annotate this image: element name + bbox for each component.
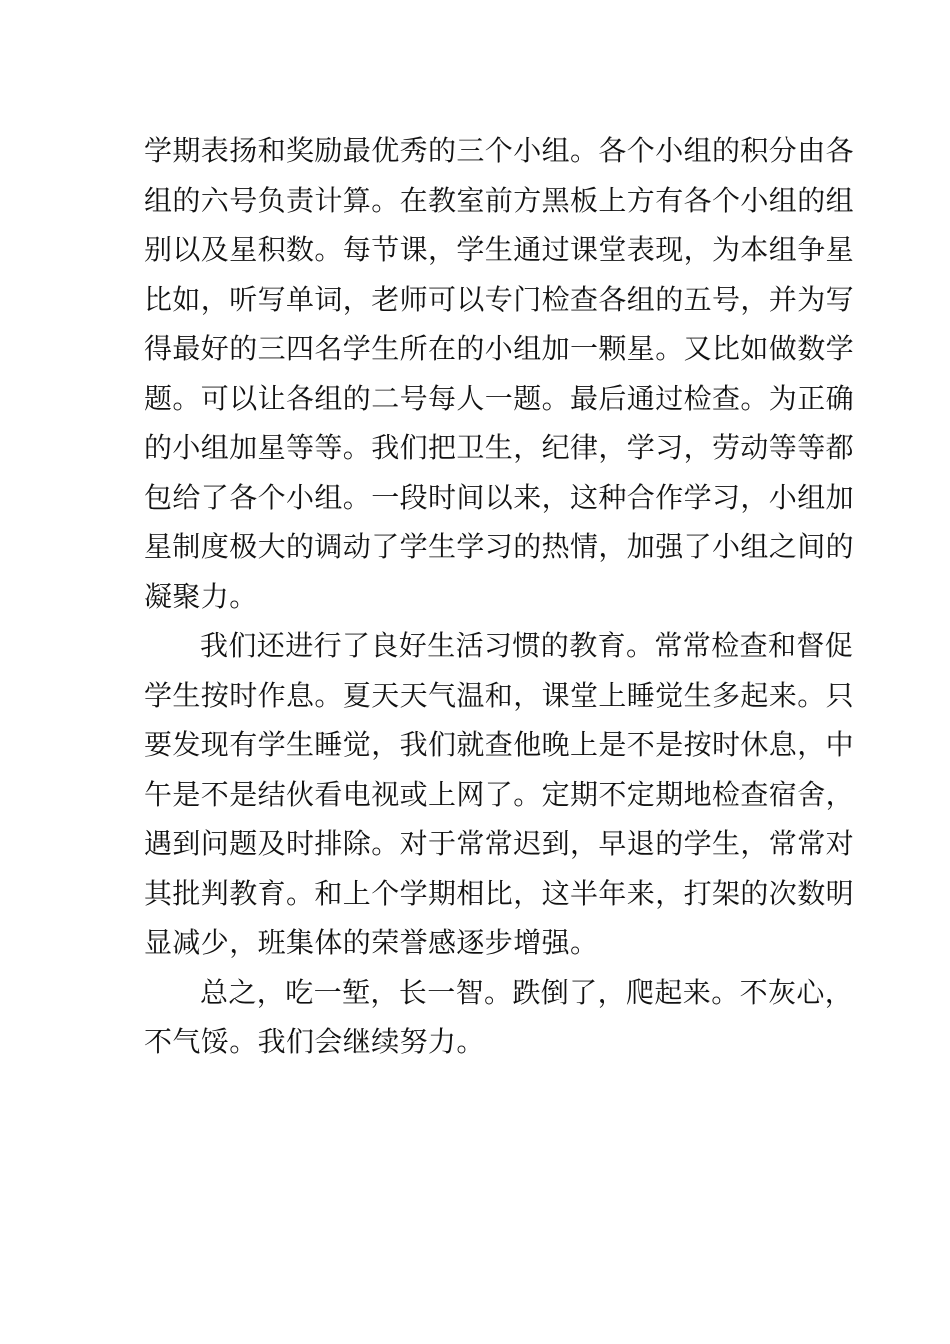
text-line: 组的六号负责计算。在教室前方黑板上方有各个小组的组 — [144, 183, 855, 217]
body-text — [144, 126, 855, 1067]
text-line: 遇到问题及时排除。对于常常迟到，早退的学生，常常对 — [144, 827, 855, 860]
text-line: 午是不是结伙看电视或上网了。定期不定期地检查宿舍， — [144, 777, 855, 811]
text-line: 题。可以让各组的二号每人一题。最后通过检查。为正确 — [144, 381, 855, 415]
text-line: 得最好的三四名学生所在的小组加一颗星。又比如做数学 — [144, 332, 855, 365]
text-line: 其批判教育。和上个学期相比，这半年来，打架的次数明 — [144, 876, 855, 910]
text-line: 凝聚力。 — [144, 579, 258, 613]
text-line: 学期表扬和奖励最优秀的三个小组。各个小组的积分由各 — [144, 134, 855, 167]
text-line-indented: 我们还进行了良好生活习惯的教育。常常检查和督促 — [200, 629, 854, 662]
text-line: 要发现有学生睡觉，我们就查他晚上是不是按时休息，中 — [144, 728, 855, 761]
text-line: 别以及星积数。每节课，学生通过课堂表现，为本组争星 — [144, 233, 855, 266]
text-line: 包给了各个小组。一段时间以来，这种合作学习，小组加 — [144, 480, 855, 514]
text-line: 的小组加星等等。我们把卫生，纪律，学习，劳动等等都 — [144, 431, 855, 464]
text-line: 显减少，班集体的荣誉感逐步增强。 — [144, 926, 599, 959]
text-line: 学生按时作息。夏天天气温和，课堂上睡觉生多起来。只 — [144, 678, 855, 712]
text-line: 不气馁。我们会继续努力。 — [144, 1025, 485, 1058]
text-line: 星制度极大的调动了学生学习的热情，加强了小组之间的 — [144, 530, 855, 563]
paragraph-3 — [144, 968, 854, 1067]
paragraph-1 — [144, 126, 855, 621]
text-line-indented: 总之，吃一堑，长一智。跌倒了，爬起来。不灰心， — [200, 975, 854, 1009]
paragraph-2 — [144, 621, 855, 968]
text-line: 比如，听写单词，老师可以专门检查各组的五号，并为写 — [144, 282, 855, 316]
